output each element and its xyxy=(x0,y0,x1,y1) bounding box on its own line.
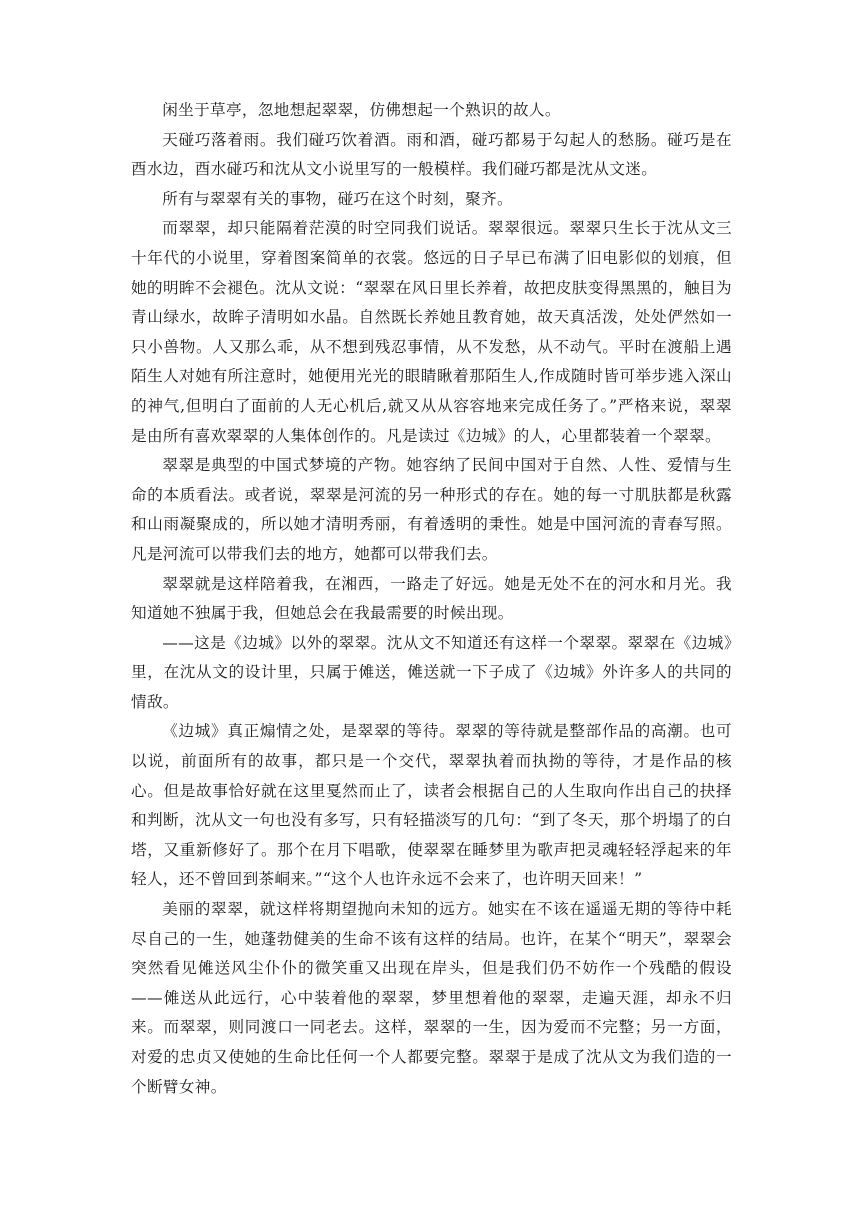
paragraph-4: 而翠翠，却只能隔着茫漠的时空同我们说话。翠翠很远。翠翠只生长于沈从文三十年代的小说里，穿着图案简单的衣裳。悠远的日子早已布满了旧电影似的划痕，但她的明眸不会褪色。沈从文说：“翠翠在风日里长养着，故把皮肤变得黑黑的，触目为青山绿水，故眸子清明如水晶。自然既长养她且教育她，故天真活泼，处处俨然如一只小兽物。人又那么乖，从不想到残忍事情，从不发愁，从不动气。平时在渡船上遇陌生人对她有所注意时，她便用光光的眼睛瞅着那陌生人,作成随时皆可举步逃入深山的神气,但明白了面前的人无心机后,就又从从容容地来完成任务了。”严格来说，翠翠是由所有喜欢翠翠的人集体创作的。凡是读过《边城》的人，心里都装着一个翠翠。 xyxy=(131,219,732,445)
paragraph-7: ——这是《边城》以外的翠翠。沈从文不知道还有这样一个翠翠。翠翠在《边城》里，在沈从文的设计里，只属于傩送，傩送就一下子成了《边城》外许多人的共同的情敌。 xyxy=(131,633,732,711)
paragraph-3: 所有与翠翠有关的事物，碰巧在这个时刻，聚齐。 xyxy=(162,189,513,208)
paragraph-9: 美丽的翠翠，就这样将期望抛向未知的远方。她实在不该在遥遥无期的等待中耗尽自己的一生，她蓬勃健美的生命不该有这样的结局。也许，在某个“明天”，翠翠会突然看见傩送风尘仆仆的微笑重又出现在岸头，但是我们仍不妨作一个残酷的假设——傩送从此远行，心中装着他的翠翠，梦里想着他的翠翠，走遍天涯，却永不归来。而翠翠，则同渡口一同老去。这样，翠翠的一生，因为爱而不完整；另一方面，对爱的忠贞又使她的生命比任何一个人都要完整。翠翠于是成了沈从文为我们造的一个断臂女神。 xyxy=(131,900,732,1096)
paragraph-8: 《边城》真正煽情之处，是翠翠的等待。翠翠的等待就是整部作品的高潮。也可以说，前面所有的故事，都只是一个交代，翠翠执着而执拗的等待，才是作品的核心。但是故事恰好就在这里戛然而止了，读者会根据自己的人生取向作出自己的抉择和判断，沈从文一句也没有多写，只有轻描淡写的几句：“到了冬天，那个坍塌了的白塔，又重新修好了。那个在月下唱歌，使翠翠在睡梦里为歌声把灵魂轻轻浮起来的年轻人，还不曾回到茶峒来。”“这个人也许永远不会来了，也许明天回来！” xyxy=(131,722,732,889)
paragraph-1: 闲坐于草亭，忽地想起翠翠，仿佛想起一个熟识的故人。 xyxy=(162,101,561,119)
paragraph-2: 天碰巧落着雨。我们碰巧饮着酒。雨和酒，碰巧都易于勾起人的愁肠。碰巧是在酉水边，酉水碰巧和沈从文小说里写的一般模样。我们碰巧都是沈从文迷。 xyxy=(131,130,732,179)
paragraph-6: 翠翠就是这样陪着我，在湘西，一路走了好远。她是无处不在的河水和月光。我知道她不独属于我，但她总会在我最需要的时候出现。 xyxy=(131,574,732,623)
paragraph-5: 翠翠是典型的中国式梦境的产物。她容纳了民间中国对于自然、人性、爱情与生命的本质看法。或者说，翠翠是河流的另一种形式的存在。她的每一寸肌肤都是秋露和山雨凝聚成的，所以她才清明秀丽，有着透明的秉性。她是中国河流的青春写照。凡是河流可以带我们去的地方，她都可以带我们去。 xyxy=(131,456,732,563)
